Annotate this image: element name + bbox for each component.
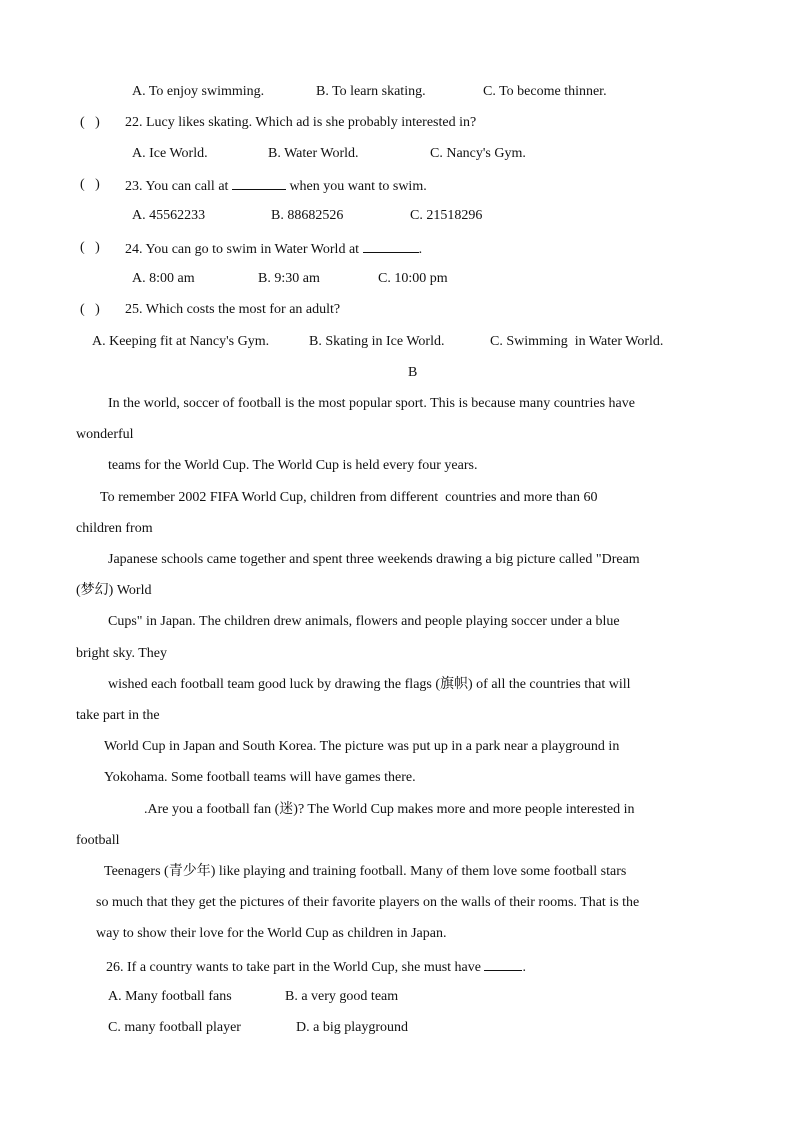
passage-line: wished each football team good luck by drawing the flags (旗帜) of all the countries that will: [108, 677, 631, 692]
passage-line: Yokohama. Some football teams will have games there.: [104, 770, 416, 785]
passage-line: Japanese schools came together and spent three weekends drawing a big picture called "Dream: [108, 552, 640, 567]
passage-line: .Are you a football fan (迷)? The World Cup makes more and more people interested in: [144, 802, 635, 817]
passage-line: children from: [76, 521, 153, 536]
section-b-heading: B: [408, 365, 418, 380]
q24-answer-blank: [363, 239, 419, 253]
passage-line: football: [76, 833, 120, 848]
passage-line: (梦幻) World: [76, 583, 152, 598]
q24-option-c: C. 10:00 pm: [378, 271, 448, 286]
q22-option-a: A. Ice World.: [132, 146, 208, 161]
q22-option-c: C. Nancy's Gym.: [430, 146, 526, 161]
q22-stem: 22. Lucy likes skating. Which ad is she probably interested in?: [125, 115, 477, 130]
q24-stem-start: 24. You can go to swim in Water World at: [125, 242, 360, 257]
q23-option-b: B. 88682526: [271, 208, 344, 223]
q24-stem: [125, 239, 422, 259]
q23-answer-paren: ( ): [80, 177, 100, 192]
passage-line: bright sky. They: [76, 646, 167, 661]
q25-option-c: C. Swimming in Water World.: [490, 334, 664, 349]
q23-option-c: C. 21518296: [410, 208, 483, 223]
q25-stem: 25. Which costs the most for an adult?: [125, 302, 341, 317]
passage-line: Teenagers (青少年) like playing and training football. Many of them love some football stars: [104, 864, 627, 879]
q26-option-d: D. a big playground: [296, 1020, 408, 1035]
passage-line: In the world, soccer of football is the most popular sport. This is because many countries have: [108, 396, 635, 411]
passage-line: way to show their love for the World Cup as children in Japan.: [96, 926, 447, 941]
q25-option-a: A. Keeping fit at Nancy's Gym.: [92, 334, 270, 349]
q23-stem-end: when you want to swim.: [289, 179, 427, 194]
q25-answer-paren: ( ): [80, 302, 100, 317]
passage-line: take part in the: [76, 708, 160, 723]
q26-option-b: B. a very good team: [285, 989, 399, 1004]
q22-option-b: B. Water World.: [268, 146, 359, 161]
passage-line: teams for the World Cup. The World Cup is held every four years.: [108, 458, 478, 473]
passage-line: To remember 2002 FIFA World Cup, children from different countries and more than 60: [100, 490, 598, 505]
q23-option-a: A. 45562233: [132, 208, 206, 223]
q26-option-c: C. many football player: [108, 1020, 241, 1035]
q24-answer-paren: ( ): [80, 240, 100, 255]
q26-stem-end: .: [522, 960, 526, 975]
q26-answer-blank: [484, 957, 522, 971]
q23-stem: [125, 176, 427, 196]
q25-option-b: B. Skating in Ice World.: [309, 334, 445, 349]
q23-answer-blank: [232, 176, 286, 190]
q24-option-a: A. 8:00 am: [132, 271, 195, 286]
passage-line: Cups" in Japan. The children drew animals, flowers and people playing soccer under a blue: [108, 614, 620, 629]
q26-option-a: A. Many football fans: [108, 989, 232, 1004]
q22-answer-paren: ( ): [80, 115, 100, 130]
q21-option-b: B. To learn skating.: [316, 84, 426, 99]
q21-option-a: A. To enjoy swimming.: [132, 84, 265, 99]
passage-line: wonderful: [76, 427, 134, 442]
q24-option-b: B. 9:30 am: [258, 271, 320, 286]
q21-option-c: C. To become thinner.: [483, 84, 607, 99]
passage-line: World Cup in Japan and South Korea. The picture was put up in a park near a playground in: [104, 739, 620, 754]
q23-stem-start: 23. You can call at: [125, 179, 229, 194]
q26-stem-start: 26. If a country wants to take part in the World Cup, she must have: [106, 960, 481, 975]
passage-line: so much that they get the pictures of their favorite players on the walls of their rooms. That is the: [96, 895, 640, 910]
q26-stem: [106, 957, 526, 977]
q24-stem-end: .: [418, 242, 423, 257]
